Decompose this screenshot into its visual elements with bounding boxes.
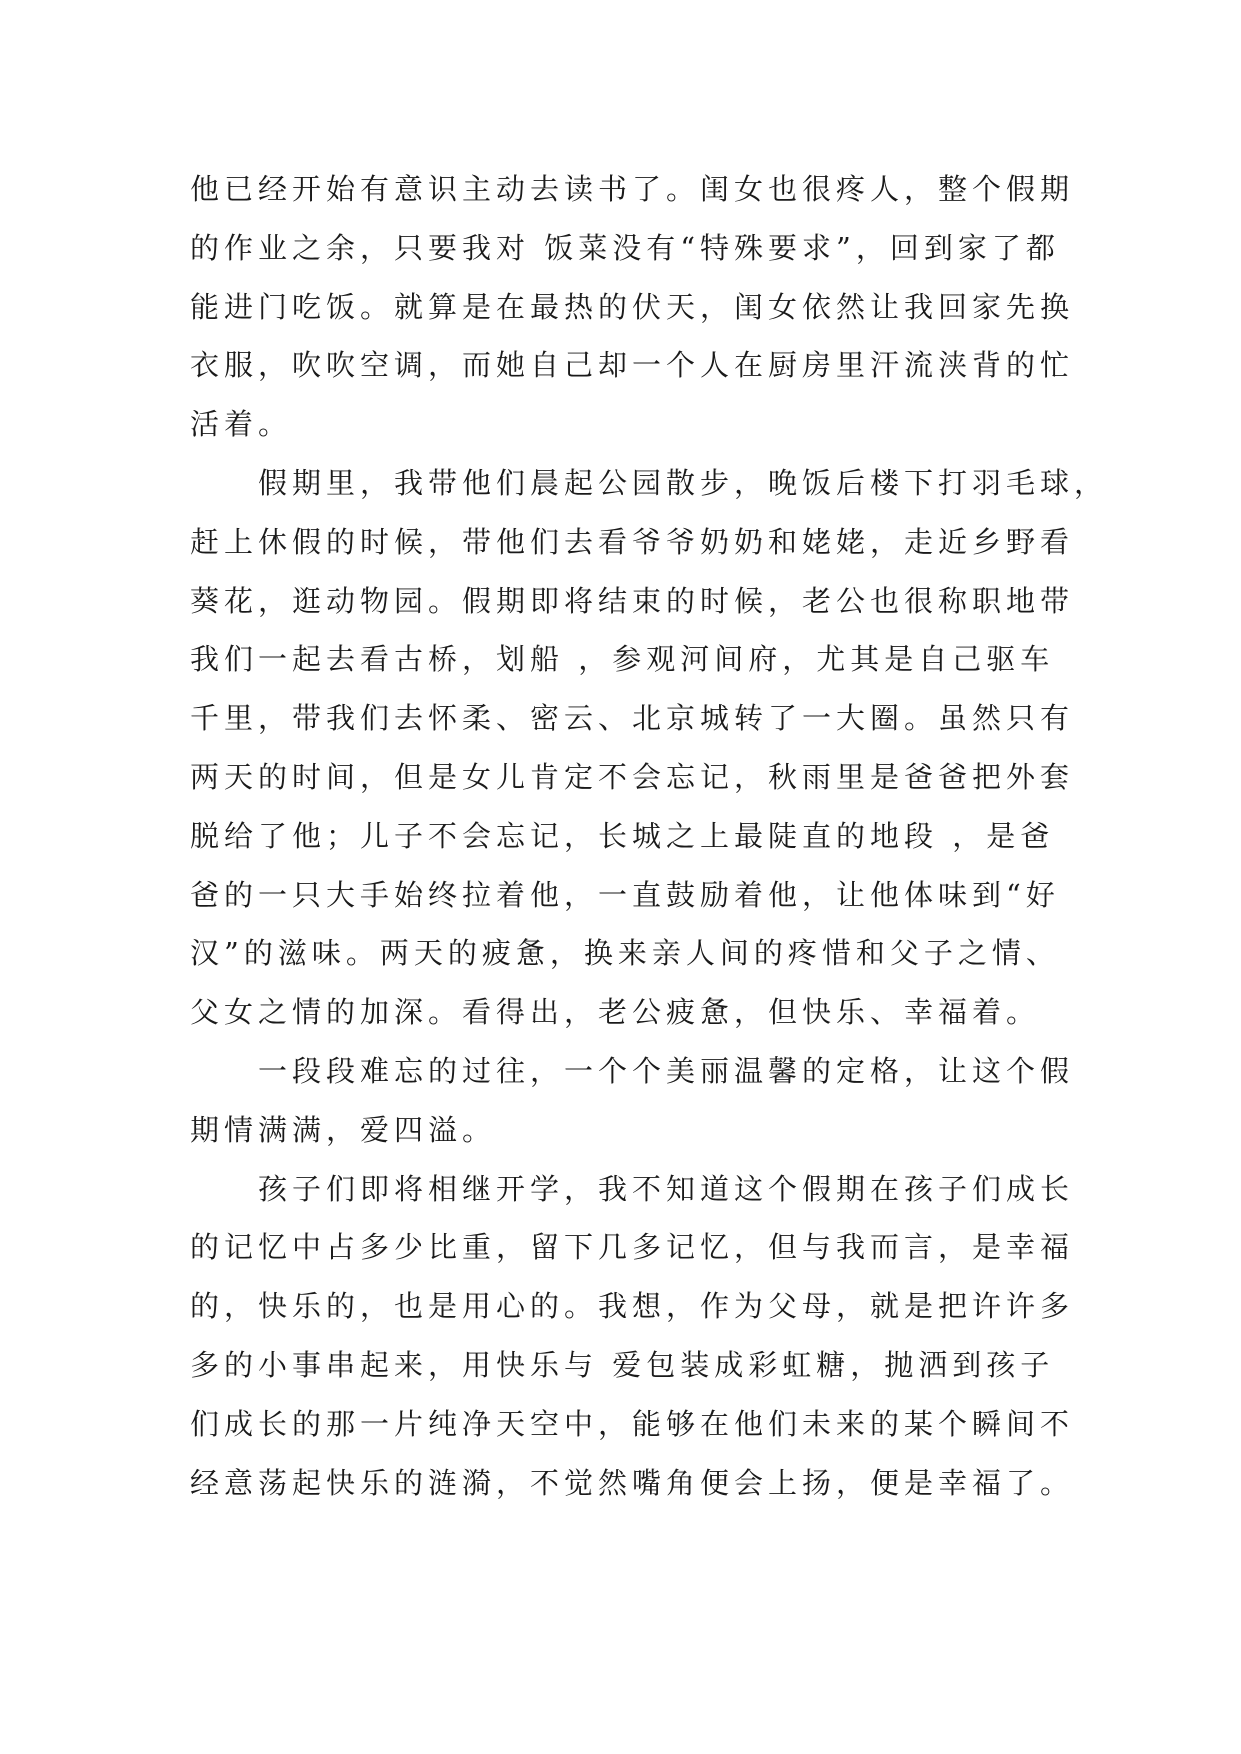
text-line: 的记忆中占多少比重，留下几多记忆，但与我而言，是幸福 <box>190 1230 1075 1265</box>
text-line: 赶上休假的时候，带他们去看爷爷奶奶和姥姥，走近乡野看 <box>190 524 1075 559</box>
text-line: 爸的一只大手始终拉着他，一直鼓励着他，让他体味到“好 <box>190 877 1060 912</box>
text-line: 孩子们即将相继开学，我不知道这个假期在孩子们成长 <box>190 1171 1075 1206</box>
body-text <box>190 160 1109 1512</box>
text-line: 一段段难忘的过往，一个个美丽温馨的定格，让这个假 <box>190 1053 1075 1088</box>
text-line: 们成长的那一片纯净天空中，能够在他们未来的某个瞬间不 <box>190 1406 1075 1441</box>
text-line: 假期里，我带他们晨起公园散步，晚饭后楼下打羽毛球， <box>190 465 1109 500</box>
text-line: 活着。 <box>190 407 293 442</box>
text-line: 千里，带我们去怀柔、密云、北京城转了一大圈。虽然只有 <box>190 701 1075 736</box>
text-line: 多的小事串起来，用快乐与 爱包装成彩虹糖，抛洒到孩子 <box>190 1347 1055 1382</box>
text-line: 父女之情的加深。看得出，老公疲惫，但快乐、幸福着。 <box>190 995 1041 1030</box>
text-line: 经意荡起快乐的涟漪，不觉然嘴角便会上扬，便是幸福了。 <box>190 1465 1075 1500</box>
text-line: 他已经开始有意识主动去读书了。闺女也很疼人，整个假期 <box>190 172 1075 206</box>
text-line: 能进门吃饭。就算是在最热的伏天，闺女依然让我回家先换 <box>190 289 1075 324</box>
text-line: 两天的时间，但是女儿肯定不会忘记，秋雨里是爸爸把外套 <box>190 759 1075 794</box>
text-line: 衣服，吹吹空调，而她自己却一个人在厨房里汗流浃背的忙 <box>190 348 1075 383</box>
text-line: 的作业之余，只要我对 饭菜没有“特殊要求”，回到家了都 <box>190 230 1060 265</box>
text-line: 脱给了他；儿子不会忘记，长城之上最陡直的地段 ，是爸 <box>190 818 1055 853</box>
text-line: 的，快乐的，也是用心的。我想，作为父母，就是把许许多 <box>190 1289 1075 1324</box>
text-line: 我们一起去看古桥，划船 ，参观河间府，尤其是自己驱车 <box>190 642 1055 677</box>
text-line: 汉”的滋味。两天的疲惫，换来亲人间的疼惜和父子之情、 <box>190 936 1060 971</box>
text-line: 葵花，逛动物园。假期即将结束的时候，老公也很称职地带 <box>190 583 1075 618</box>
text-line: 期情满满，爱四溢。 <box>190 1112 497 1147</box>
